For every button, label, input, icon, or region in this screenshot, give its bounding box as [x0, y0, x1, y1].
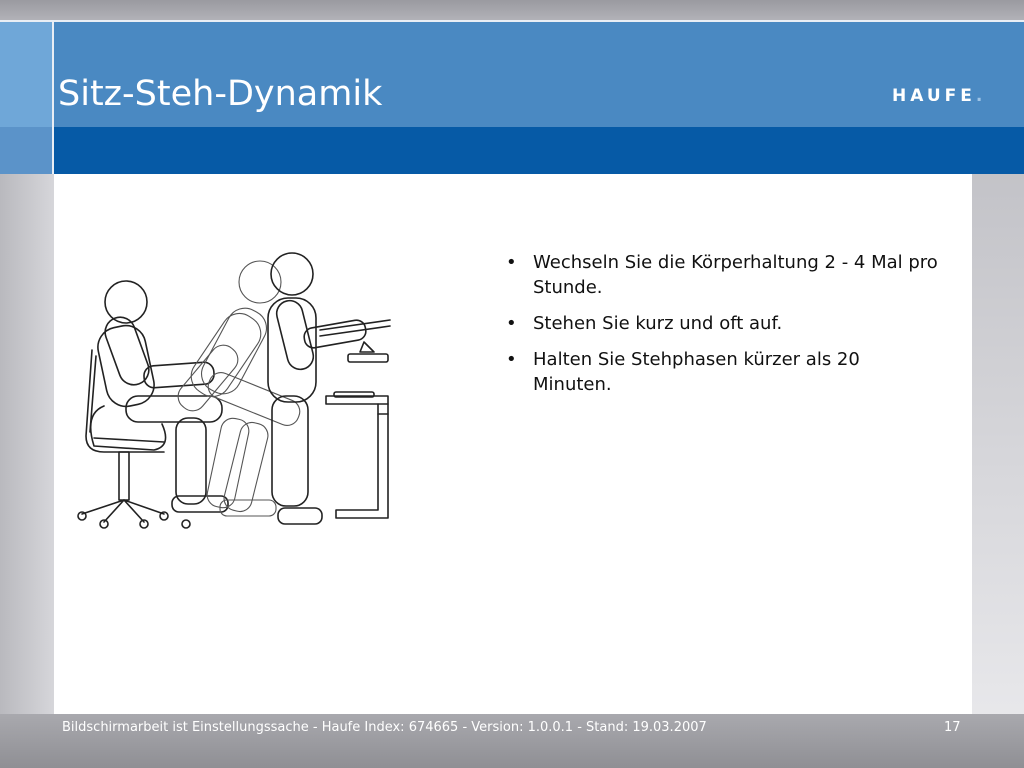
sub-bar-accent [0, 127, 54, 174]
title-bar-accent [0, 22, 54, 127]
bullet-icon: • [506, 313, 517, 334]
footer-text: Bildschirmarbeit ist Einstellungssache - Haufe Index: 674665 - Version: 1.0.0.1 - Stand: 19.03.2007 [62, 720, 707, 735]
title-bar [0, 20, 1024, 129]
slide-content [54, 174, 972, 714]
logo-text: HAUFE [892, 86, 976, 106]
list-item [504, 311, 944, 336]
bullet-icon: • [506, 349, 517, 370]
haufe-logo [892, 86, 986, 106]
bullet-text: Halten Sie Stehphasen kürzer als 20 Minuten. [533, 349, 860, 395]
bullet-text: Wechseln Sie die Körperhaltung 2 - 4 Mal pro Stunde. [533, 252, 938, 298]
slide-title: Sitz-Steh-Dynamik [58, 74, 383, 114]
top-frame-strip [0, 0, 1024, 22]
list-item [504, 347, 944, 397]
bullet-list [504, 250, 944, 408]
bullet-text: Stehen Sie kurz und oft auf. [533, 313, 783, 334]
sit-stand-posture-illustration [64, 246, 404, 536]
logo-dot: . [975, 86, 987, 106]
list-item [504, 250, 944, 300]
bullet-icon: • [506, 252, 517, 273]
title-sub-bar [0, 127, 1024, 174]
page-number: 17 [944, 720, 961, 735]
right-frame-strip [972, 174, 1024, 768]
